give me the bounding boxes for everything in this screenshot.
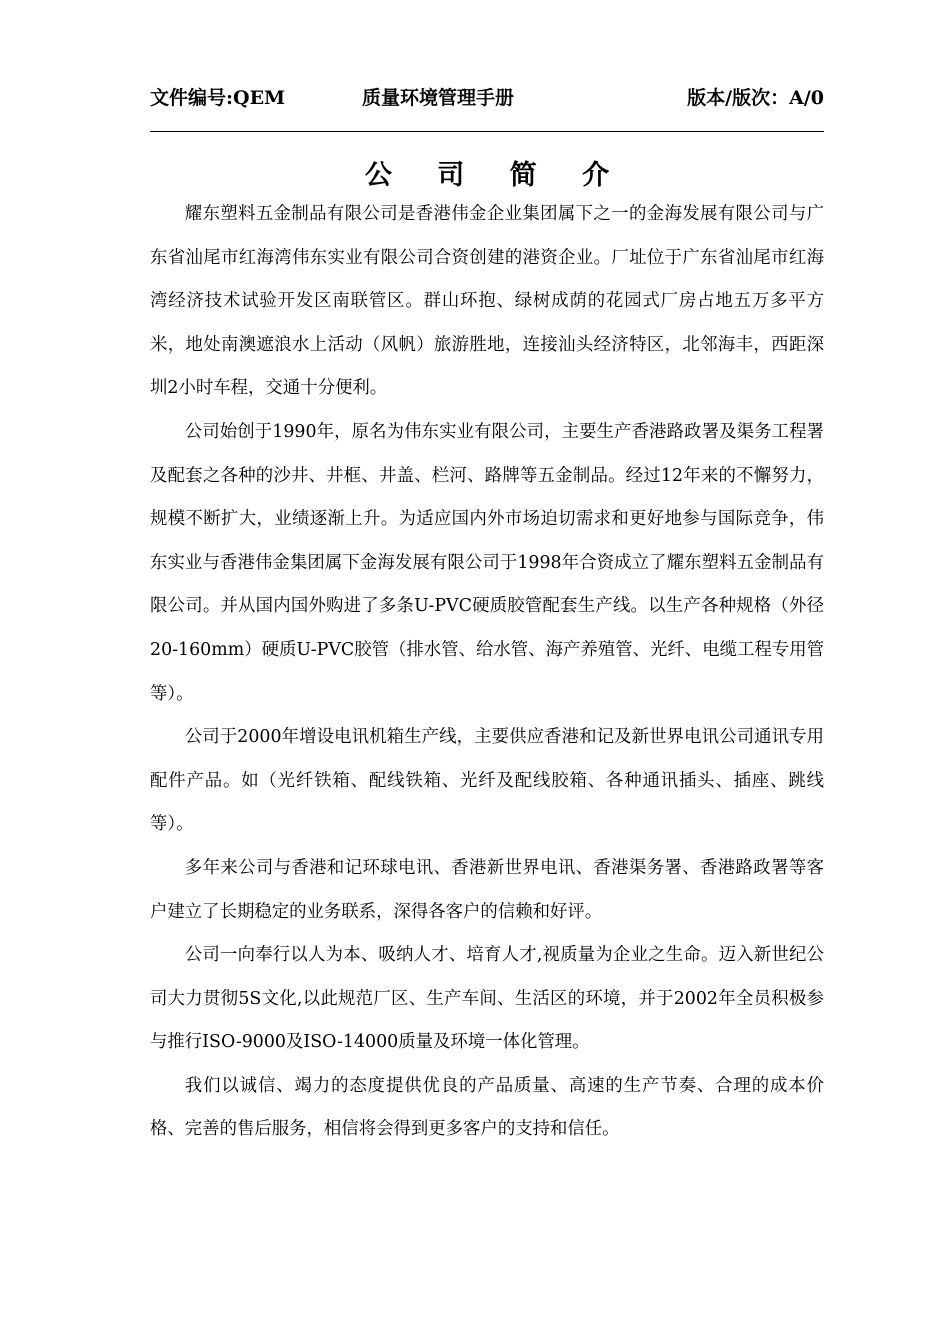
header-divider <box>150 131 824 132</box>
page-header <box>150 82 824 114</box>
paragraph-clients: 多年来公司与香港和记环球电讯、香港新世界电讯、香港渠务署、香港路政署等客户建立了长期稳定的业务联系，深得各客户的信赖和好评。 <box>150 857 824 922</box>
header-doc-number: 文件编号:QEM <box>150 87 286 109</box>
header-manual-title: 质量环境管理手册 <box>362 87 515 109</box>
paragraph-management: 公司一向奉行以人为本、吸纳人才、培育人才,视质量为企业之生命。迈入新世纪公司大力贯彻5S文化,以此规范厂区、生产车间、生活区的环境，并于2002年全员积极参与推行ISO-9000及ISO-14000质量及环境一体化管理。 <box>150 945 824 1053</box>
document-body <box>150 193 824 1152</box>
header-version: 版本/版次：A/0 <box>687 87 824 109</box>
paragraph-commitment: 我们以诚信、竭力的态度提供优良的产品质量、高速的生产节奏、合理的成本价格、完善的售后服务，相信将会得到更多客户的支持和信任。 <box>150 1075 824 1140</box>
paragraph-telecom: 公司于2000年增设电讯机箱生产线，主要供应香港和记及新世界电讯公司通讯专用配件产品。如（光纤铁箱、配线铁箱、光纤及配线胶箱、各种通讯插头、插座、跳线等）。 <box>150 727 824 835</box>
paragraph-history: 公司始创于1990年，原名为伟东实业有限公司，主要生产香港路政署及渠务工程署及配套之各种的沙井、井框、井盖、栏河、路牌等五金制品。经过12年来的不懈努力，规模不断扩大，业绩逐渐上升。为适应国内外市场迫切需求和更好地参与国际竞争，伟东实业与香港伟金集团属下金海发展有限公司于1998年合资成立了耀东塑料五金制品有限公司。并从国内国外购进了多条U-PVC硬质胶管配套生产线。以生产各种规格（外径20-160mm）硬质U-PVC胶管（排水管、给水管、海产养殖管、光纤、电缆工程专用管等）。 <box>150 421 824 704</box>
page-title: 公 司 简 介 <box>364 160 628 191</box>
paragraph-intro: 耀东塑料五金制品有限公司是香港伟金企业集团属下之一的金海发展有限公司与广东省汕尾市红海湾伟东实业有限公司合资创建的港资企业。厂址位于广东省汕尾市红海湾经济技术试验开发区南联管区。群山环抱、绿树成荫的花园式厂房占地五万多平方米，地处南澳遮浪水上活动（风帆）旅游胜地，连接汕头经济特区，北邻海丰，西距深圳2小时车程，交通十分便利。 <box>150 204 824 399</box>
